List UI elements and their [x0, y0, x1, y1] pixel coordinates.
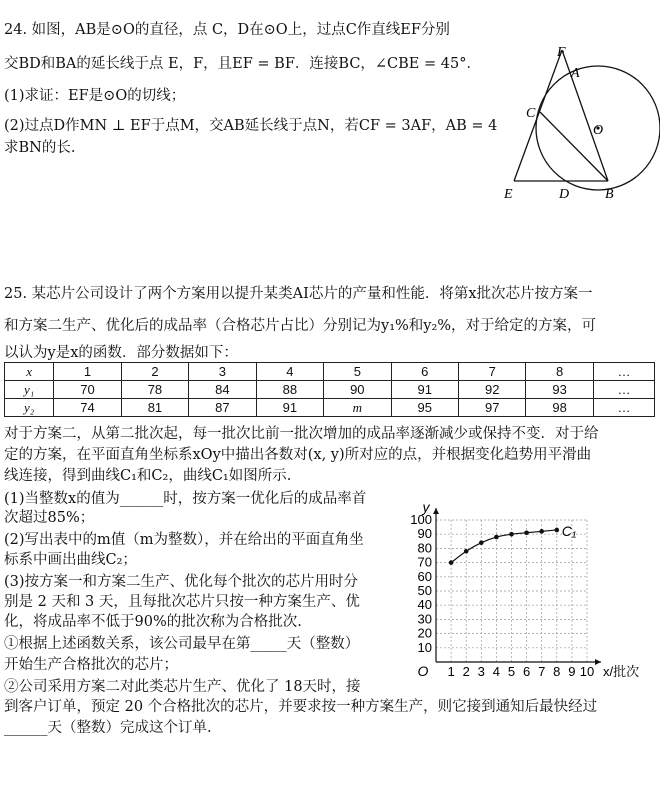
- q25-p3h: ______天（整数）完成这个订单.: [4, 720, 212, 736]
- q25-after2: 定的方案，在平面直角坐标系xOy中描出各数对(x, y)所对应的点，并根据变化趋势用平滑曲: [4, 447, 592, 463]
- table-cell: 1: [54, 363, 121, 381]
- q24-part1: (1)求证：EF是⊙O的切线；: [4, 88, 186, 104]
- y-tick-label: 60: [417, 568, 432, 584]
- table-cell: …: [593, 381, 654, 399]
- x-tick-label: 7: [538, 664, 546, 679]
- label-o: O: [593, 123, 604, 138]
- table-cell: 2: [121, 363, 188, 381]
- q24-line1: 24. 如图，AB是⊙O的直径，点 C，D在⊙O上，过点C作直线EF分别: [4, 22, 450, 38]
- table-cell: 91: [391, 381, 458, 399]
- q25-p3f: ②公司采用方案二对此类芯片生产、优化了 18天时，接: [4, 679, 361, 695]
- origin-label: O: [417, 663, 429, 679]
- q25-p3c: 化，将成品率不低于90%的批次称为合格批次.: [4, 614, 302, 630]
- q25-p3a: (3)按方案一和方案二生产、优化每个批次的芯片用时分: [4, 574, 359, 590]
- table-cell: y₂: [5, 399, 54, 417]
- table-cell: x: [5, 363, 54, 381]
- label-c: C: [526, 106, 536, 121]
- chart-c1: [398, 470, 660, 680]
- data-point: [464, 549, 469, 554]
- x-tick-label: 2: [462, 664, 470, 679]
- table-cell: …: [593, 399, 654, 417]
- q25-p3d: ①根据上述函数关系，该公司最早在第_____天（整数）: [4, 636, 360, 652]
- y-tick-label: 90: [417, 526, 432, 542]
- x-tick-label: 1: [447, 664, 455, 679]
- q25-p2a: (2)写出表中的m值（m为整数），并在给出的平面直角坐: [4, 532, 364, 548]
- table-cell: 74: [54, 399, 121, 417]
- q25-p3b: 别是 2 天和 3 天，且每批次芯片只按一种方案生产、优: [4, 594, 360, 610]
- y-axis-label: y: [422, 499, 430, 515]
- label-a: A: [571, 66, 580, 81]
- q24-part2: (2)过点D作MN ⊥ EF于点M，交AB延长线于点N，若CF = 3AF，AB = 4: [4, 118, 498, 134]
- table-row: [5, 363, 655, 381]
- data-point: [449, 560, 454, 565]
- q25-line2: 和方案二生产、优化后的成品率（合格芯片占比）分别记为y₁%和y₂%，对于给定的方案，可: [4, 318, 597, 334]
- data-point: [509, 532, 514, 537]
- y-tick-label: 40: [417, 597, 432, 613]
- series-label: C₁: [561, 522, 577, 539]
- x-tick-label: 3: [477, 664, 485, 679]
- y-tick-label: 50: [417, 583, 432, 598]
- x-axis-label: x/批次: [603, 664, 640, 679]
- x-tick-label: 4: [492, 664, 501, 679]
- q24-part2-cont: 求BN的长.: [4, 140, 76, 156]
- q25-p3g: 到客户订单，预定 20 个合格批次的芯片，并要求按一种方案生产，则它接到通知后最快经过: [4, 699, 598, 715]
- table-cell: 91: [256, 399, 323, 417]
- table-cell: …: [593, 363, 654, 381]
- geometry-figure: [495, 40, 660, 205]
- q25-p1a: (1)当整数x的值为______时，按方案一优化后的成品率首: [4, 491, 367, 507]
- y-axis-arrow: [433, 508, 439, 514]
- q25-after3: 线连接，得到曲线C₁和C₂，曲线C₁如图所示.: [4, 468, 292, 484]
- table-cell: 92: [458, 381, 525, 399]
- q25-line3: 以认为y是x的函数．部分数据如下：: [4, 345, 238, 361]
- series-line: [451, 530, 557, 563]
- q24-line2: 交BD和BA的延长线于点 E，F，且EF = BF．连接BC，∠CBE = 45°．: [4, 56, 481, 72]
- table-cell: 70: [54, 381, 121, 399]
- table-row: [5, 399, 655, 417]
- label-b: B: [605, 187, 614, 202]
- label-d: D: [559, 187, 570, 202]
- table-cell: 84: [189, 381, 256, 399]
- table-cell: 8: [526, 363, 593, 381]
- x-axis-arrow: [595, 659, 601, 665]
- table-cell: y₁: [5, 381, 54, 399]
- x-tick-label: 8: [553, 664, 561, 679]
- line-fb: [562, 50, 608, 181]
- table-cell: 81: [121, 399, 188, 417]
- table-cell: 7: [458, 363, 525, 381]
- y-tick-label: 70: [417, 554, 432, 570]
- table-cell: 4: [256, 363, 323, 381]
- table-cell: 87: [189, 399, 256, 417]
- y-tick-label: 20: [417, 625, 432, 641]
- q25-after1: 对于方案二，从第二批次起，每一批次比前一批次增加的成品率逐渐减少或保持不变．对于给: [4, 426, 599, 442]
- x-tick-label: 10: [579, 664, 595, 679]
- data-table: [4, 362, 655, 417]
- table-cell: 6: [391, 363, 458, 381]
- y-tick-label: 30: [417, 611, 432, 627]
- table-cell: 98: [526, 399, 593, 417]
- table-cell: 93: [526, 381, 593, 399]
- data-point: [479, 540, 484, 545]
- table-cell: m: [324, 399, 391, 417]
- line-ef: [514, 50, 562, 181]
- label-e: E: [504, 187, 513, 202]
- data-point: [524, 530, 529, 535]
- y-tick-label: 80: [417, 540, 432, 556]
- x-tick-label: 5: [507, 664, 516, 679]
- q25-line1: 25. 某芯片公司设计了两个方案用以提升某类AI芯片的产量和性能．将第x批次芯片按方案一: [4, 286, 593, 302]
- q25-p3e: 开始生产合格批次的芯片；: [4, 657, 178, 673]
- data-point: [494, 535, 499, 540]
- y-tick-label: 10: [417, 639, 432, 655]
- table-cell: 97: [458, 399, 525, 417]
- table-row: [5, 381, 655, 399]
- table-cell: 78: [121, 381, 188, 399]
- y-tick-label: 100: [410, 512, 432, 527]
- table-cell: 88: [256, 381, 323, 399]
- table-cell: 95: [391, 399, 458, 417]
- q25-p1b: 次超过85%；: [4, 510, 95, 526]
- table-cell: 3: [189, 363, 256, 381]
- q25-p2b: 标系中画出曲线C₂；: [4, 552, 137, 568]
- x-tick-label: 6: [522, 664, 531, 679]
- label-f: F: [557, 45, 566, 60]
- table-cell: 5: [324, 363, 391, 381]
- data-point: [539, 529, 544, 534]
- data-point: [555, 528, 560, 533]
- x-tick-label: 9: [568, 664, 576, 679]
- table-cell: 90: [324, 381, 391, 399]
